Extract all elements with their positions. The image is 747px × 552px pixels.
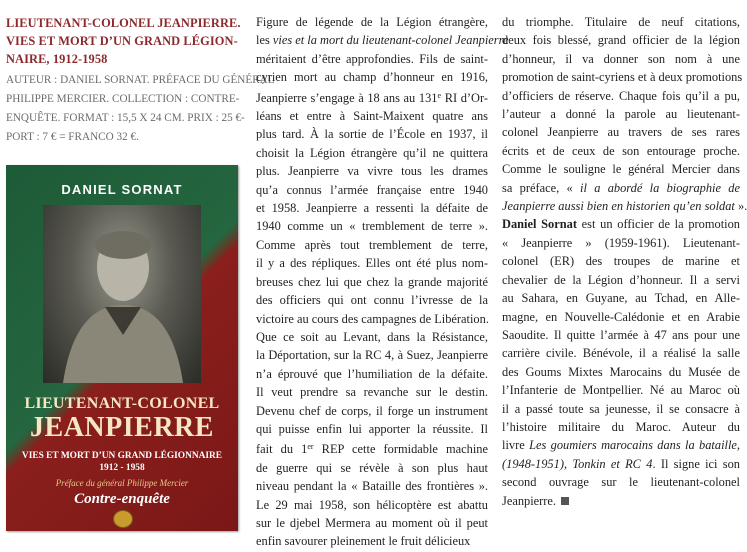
text-line: des officiers qui ont connu l’ivresse de la xyxy=(256,293,488,308)
text-line: Saoudite. Il quitte l’armée à 47 ans pour une xyxy=(502,327,740,342)
text-line: sur le djebel Mermera au moment où il peut xyxy=(256,515,488,530)
text-line: d’officiers de réserve. Chaque fois qu’il a pu, xyxy=(502,88,740,103)
text-line: il y a des répliques. Elles ont été plus nom- xyxy=(256,256,488,271)
title-line: VIES ET MORT D’UN GRAND LÉGION- xyxy=(6,34,238,48)
cover-preface: Préface du général Philippe Mercier xyxy=(55,478,189,488)
book-details xyxy=(6,71,275,147)
publisher-logo-icon xyxy=(113,510,133,528)
title-line: NAIRE, 1912-1958 xyxy=(6,52,108,66)
text-line: plus tard. À la sortie de l’École en 1937, il xyxy=(256,127,488,142)
text-line: léans et entre à Saint-Maixent quatre ans xyxy=(256,109,488,124)
article-title xyxy=(6,14,244,68)
middle-text-block xyxy=(256,13,509,551)
text-line: n’a éprouvé que l’humiliation de la défaite. xyxy=(256,366,488,381)
text-line: choisit la Légion étrangère qu’il ne quittera xyxy=(256,145,488,160)
text-line: breuses chez lui que chez la grande majorité xyxy=(256,274,488,289)
text-line: Devenu chef de corps, il forge un instrument xyxy=(256,403,488,418)
text-line: second ouvrage sur le lieutenant-colonel xyxy=(502,475,740,490)
text-line: l’auteur a donné la parole au lieutenant- xyxy=(502,107,740,122)
text-line: promotion de saint-cyriens et à deux promotions xyxy=(502,70,743,85)
text-line: il a passé toute sa jeunesse, il se consacre à xyxy=(502,401,740,416)
text-line: qu’a connus l’armée française entre 1940 xyxy=(256,182,488,197)
cover-subtitle-line: 1912 - 1958 xyxy=(99,463,145,473)
text-line: Comme le souligne le général Mercier dans xyxy=(502,162,740,177)
text-line: plus. Jeanpierre va vivre tous les drames xyxy=(256,164,488,179)
text-line: Jeanpierre s’engage à 18 ans au 131e RI d’Or- xyxy=(256,90,488,105)
text-line: colonel Jeanpierre au travers de ses rares xyxy=(502,125,740,140)
text-line: au Sahara, en Guyane, au Tchad, en Alle- xyxy=(502,291,740,306)
text-line: chevalier de la Légion d’honneur. Il a servi xyxy=(502,272,740,287)
cover-subtitle xyxy=(6,450,238,474)
text-line: colonel (ER) des troupes de marine et xyxy=(502,254,740,269)
right-text-block xyxy=(502,13,747,510)
text-line: deux fois blessé, grand officier de la légion xyxy=(502,33,740,48)
meta-line: AUTEUR : DANIEL SORNAT. PRÉFACE DU GÉNÉRAL xyxy=(6,74,275,86)
text-line: les vies et la mort du lieutenant-colonel Jeanpierre xyxy=(256,33,509,48)
text-line: Il veut prendre sa revanche sur le destin. xyxy=(256,385,488,400)
text-line: la Déportation, sur la RC 4, à Suez, Jeanpierre xyxy=(256,348,488,363)
text-line: Jeanpierre. xyxy=(502,492,740,510)
text-line: cyrien mort au champ d’honneur en 1916, xyxy=(256,70,488,85)
text-line: enfin savourer pleinement le fruit délicieux xyxy=(256,534,471,549)
title-line: LIEUTENANT-COLONEL JEANPIERRE. xyxy=(6,16,241,30)
text-line: de guerre qui se révèle à son plus haut xyxy=(256,460,488,475)
text-line: Daniel Sornat est un officier de la promotion xyxy=(502,217,740,232)
text-line: et 1958. Jeanpierre a ressenti la défaite de xyxy=(256,201,488,216)
text-line: Que ce soit au Levant, dans la Résistance, xyxy=(256,329,488,344)
meta-line: PORT : 7 € = FRANCO 32 €. xyxy=(6,131,139,143)
cover-title-line2: JEANPIERRE xyxy=(30,412,214,443)
text-line: l’Infanterie de Montpellier. Né au Maroc où xyxy=(502,383,740,398)
text-line: (1948-1951), Tonkin et RC 4. Il signe ici son xyxy=(502,456,740,471)
text-line: Jeanpierre aussi bien en historien qu’en soldat ». xyxy=(502,199,747,214)
text-line: carrière civile. Bénévole, il a réalisé la salle xyxy=(502,346,740,361)
text-line: « Jeanpierre » (1959-1961). Lieutenant- xyxy=(502,235,740,250)
text-line: Comme après tout tremblement de terre, xyxy=(256,237,488,252)
book-cover xyxy=(6,165,238,531)
text-line: sa préface, « il a abordé la biographie de xyxy=(502,180,740,195)
text-line: qui puisse enfin lui apporter la réussite. Il xyxy=(256,421,488,436)
cover-title-line1: LIEUTENANT-COLONEL xyxy=(24,395,220,412)
text-line: d’honneur, il va donner son nom à une xyxy=(502,51,740,66)
cover-collection-tag: Contre-enquête xyxy=(74,491,170,507)
end-of-article-mark xyxy=(561,497,569,505)
cover-author: DANIEL SORNAT xyxy=(61,182,183,197)
text-line: Le 29 mai 1958, son hélicoptère est abattu xyxy=(256,497,488,512)
text-line: méritaient d’être approfondies. Fils de saint- xyxy=(256,51,488,66)
text-line: des Goums Mixtes Marocains du Musée de xyxy=(502,364,740,379)
text-line: magne, en Nouvelle-Calédonie et en Arabie xyxy=(502,309,740,324)
text-line: Figure de légende de la Légion étrangère, xyxy=(256,15,488,29)
text-line: l’histoire militaire du Maroc. Auteur du xyxy=(502,419,740,434)
cover-subtitle-line: VIES ET MORT D’UN GRAND LÉGIONNAIRE xyxy=(21,451,223,461)
text-line: 1940 comme un « tremblement de terre ». xyxy=(256,219,488,234)
text-line: niveau pendant la « Bataille des frontières ». xyxy=(256,479,488,494)
meta-line: PHILIPPE MERCIER. COLLECTION : CONTRE- xyxy=(6,93,240,105)
text-line: écrits et de ceux de son entourage proche. xyxy=(502,143,740,158)
text-line: fait du 1er REP cette formidable machine xyxy=(256,442,489,457)
meta-line: ENQUÊTE. FORMAT : 15,5 X 24 CM. PRIX : 25 €- xyxy=(6,112,245,124)
text-line: livre Les goumiers marocains dans la bataille, xyxy=(502,438,740,453)
text-line: du triomphe. Titulaire de neuf citations, xyxy=(502,15,740,29)
text-line: victoire au cours des campagnes de Libération. xyxy=(256,311,489,326)
cover-portrait-photo xyxy=(43,205,201,383)
